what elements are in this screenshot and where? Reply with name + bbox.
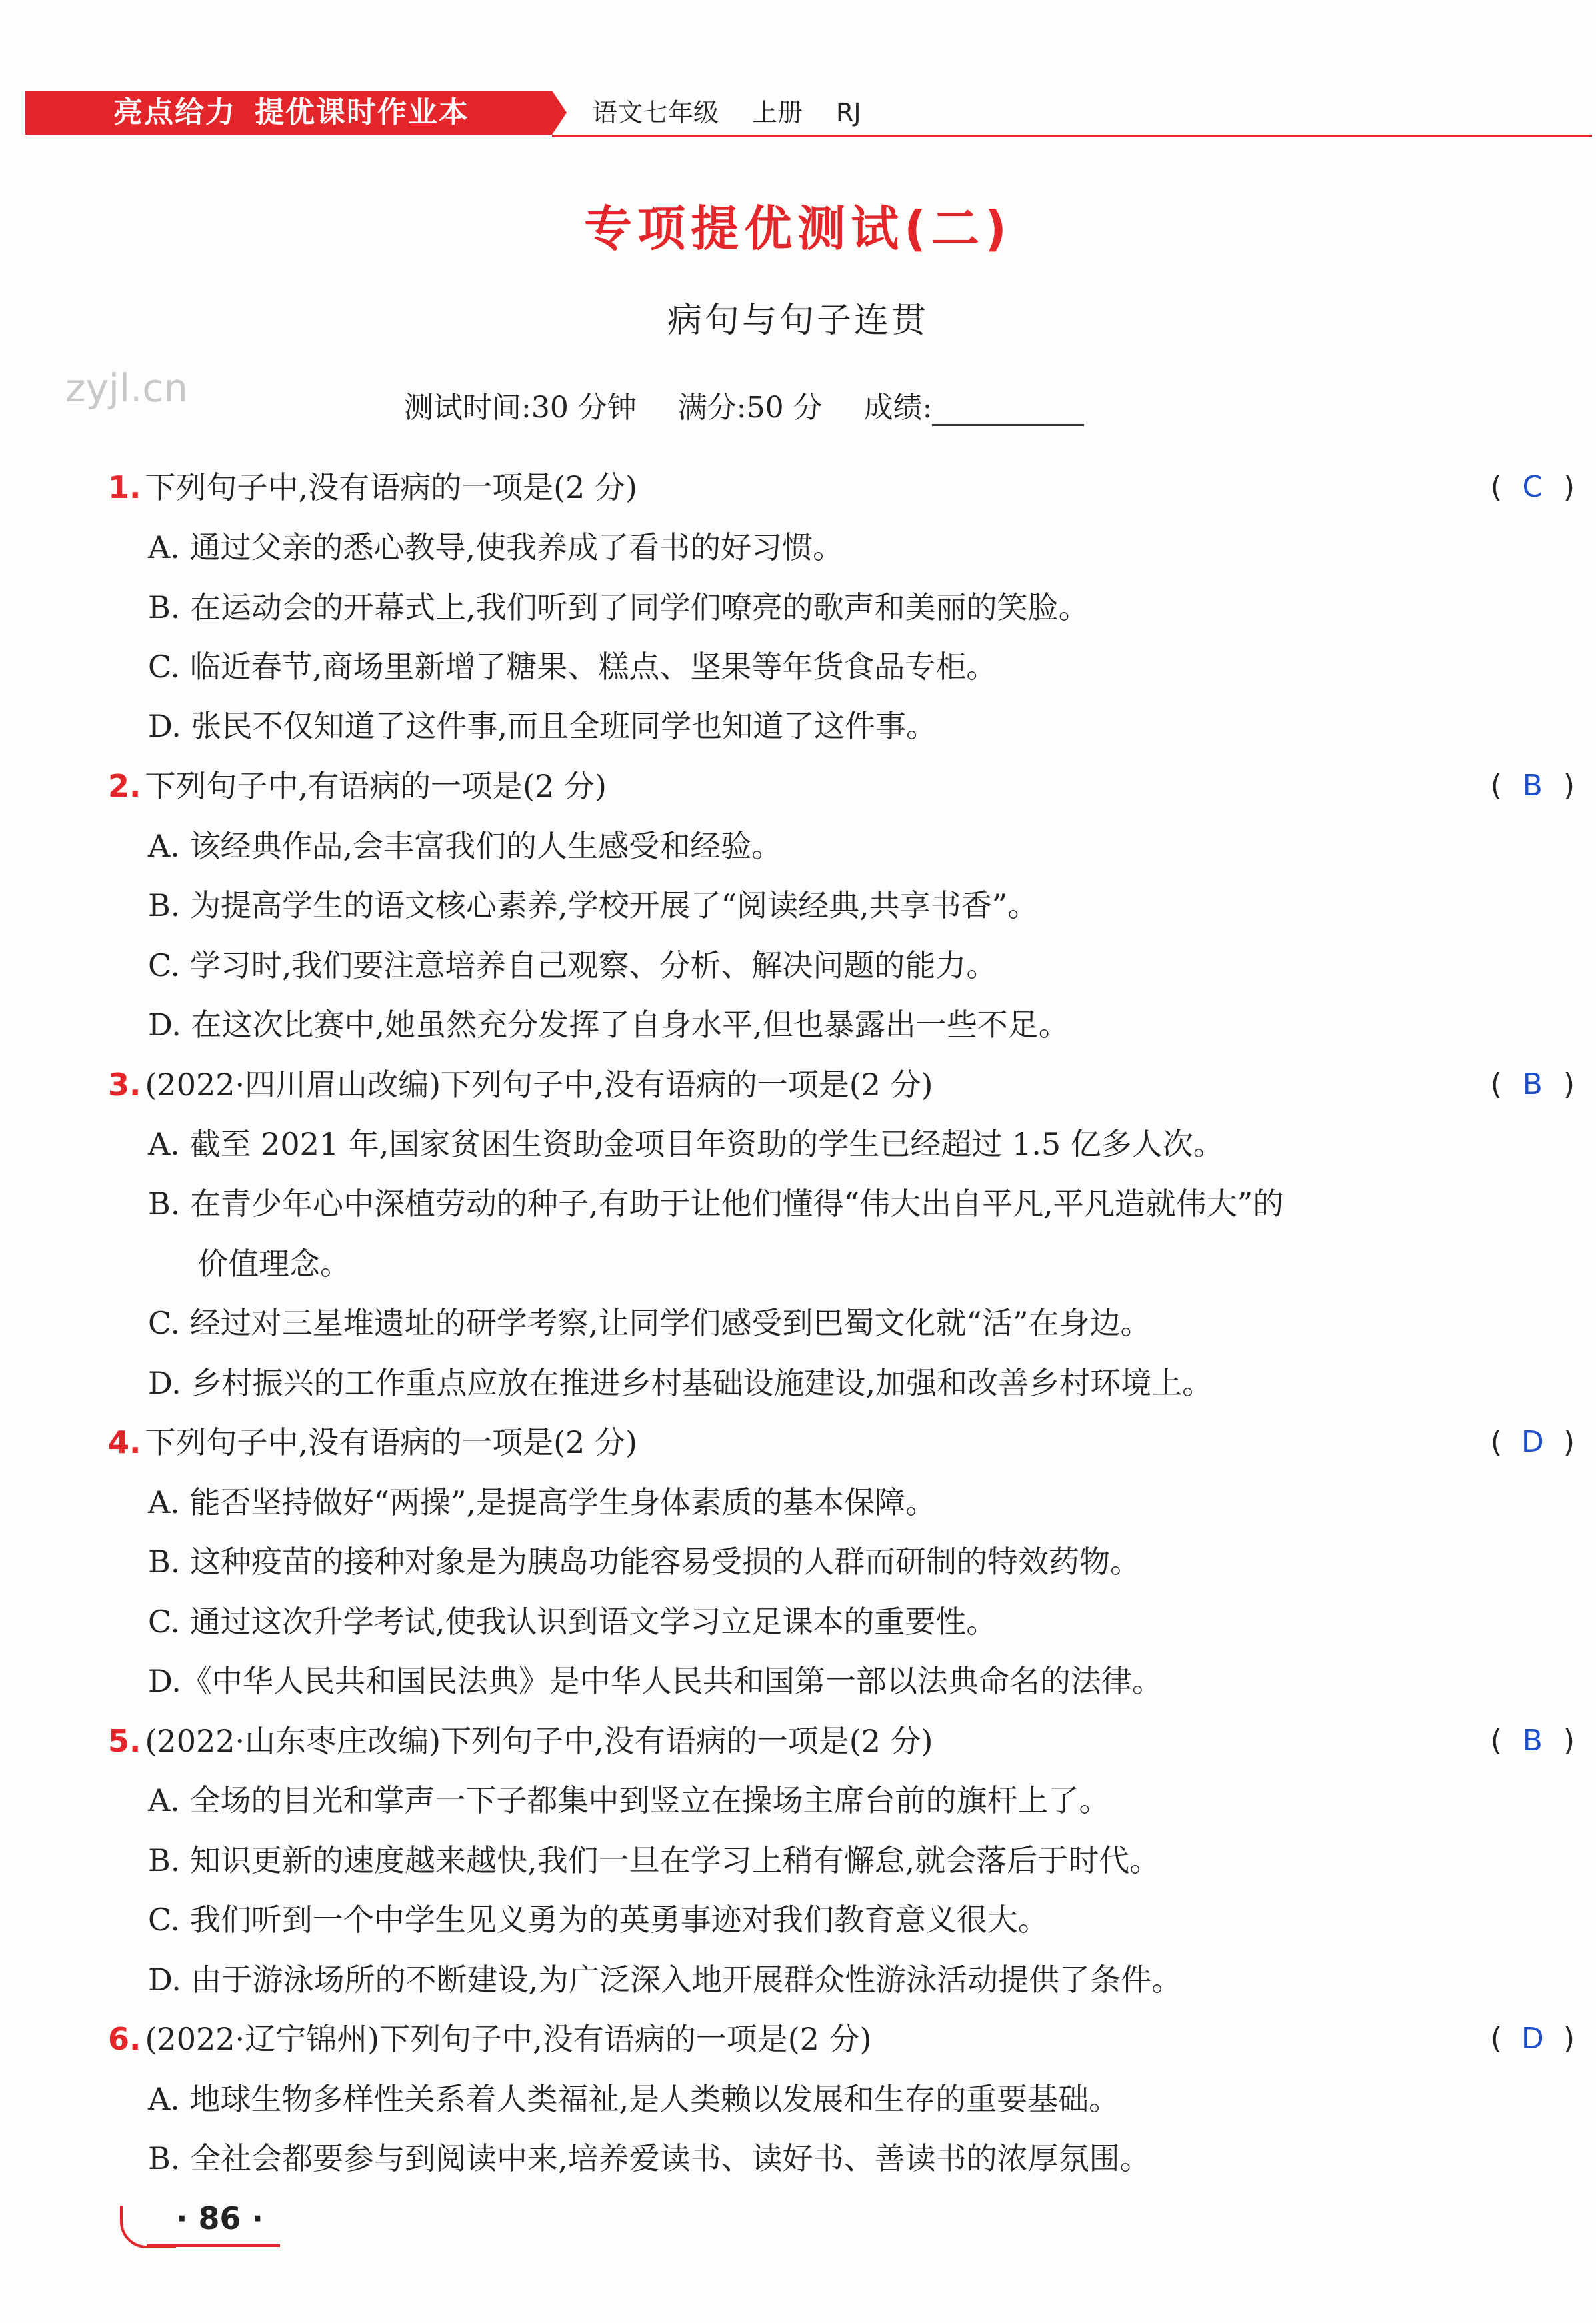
question-stem	[108, 457, 1575, 517]
option-b: B. 这种疫苗的接种对象是为胰岛功能容易受损的人群而研制的特效药物。	[148, 1544, 1141, 1580]
option-b-continued: 价值理念。	[197, 1246, 351, 1282]
question-source: (2022·辽宁锦州)	[145, 2021, 380, 2057]
option-c: C. 通过这次升学考试,使我认识到语文学习立足课本的重要性。	[148, 1604, 997, 1640]
question-number: 1.	[108, 469, 141, 505]
question-stem	[108, 1055, 1575, 1115]
answer-letter: B	[1522, 769, 1543, 803]
volume: 上册	[752, 98, 803, 127]
page-header	[25, 84, 1572, 137]
answer-letter: B	[1522, 1724, 1543, 1758]
series-name: 亮点给力	[113, 95, 236, 129]
answer-box: ( D )	[1491, 1412, 1575, 1472]
option-c: C. 我们听到一个中学生见义勇为的英勇事迹对我们教育意义很大。	[148, 1902, 1049, 1938]
option-a: A. 能否坚持做好“两操”,是提高学生身体素质的基本保障。	[148, 1484, 937, 1520]
footer-ornament	[120, 2206, 176, 2248]
question-number: 6.	[108, 2021, 141, 2057]
answer-box: ( C )	[1491, 457, 1575, 517]
answer-letter: C	[1522, 470, 1543, 504]
question-text: 下列句子中,没有语病的一项是(2 分)	[145, 469, 637, 505]
option-a: A. 截至 2021 年,国家贫困生资助金项目年资助的学生已经超过 1.5 亿多人次。	[148, 1126, 1224, 1162]
question-text: 下列句子中,有语病的一项是(2 分)	[145, 768, 607, 804]
question-number: 5.	[108, 1723, 141, 1759]
test-time: 测试时间:30 分钟	[404, 391, 637, 425]
question-text: 下列句子中,没有语病的一项是(2 分)	[441, 1723, 933, 1759]
option-a: A. 地球生物多样性关系着人类福祉,是人类赖以发展和生存的重要基础。	[148, 2081, 1120, 2117]
page-number: · 86 ·	[176, 2200, 263, 2236]
option-a: A. 通过父亲的悉心教导,使我养成了看书的好习惯。	[148, 529, 844, 565]
question-text: 下列句子中,没有语病的一项是(2 分)	[441, 1067, 933, 1103]
header-subject-line	[592, 91, 895, 135]
book-name: 提优课时作业本	[255, 95, 469, 129]
option-b: B. 在青少年心中深植劳动的种子,有助于让他们懂得“伟大出自平凡,平凡造就伟大”的	[148, 1186, 1284, 1222]
footer-rule	[147, 2244, 280, 2247]
header-banner-text	[113, 91, 469, 135]
full-score: 满分:50 分	[677, 391, 823, 425]
option-d: D. 张民不仅知道了这件事,而且全班同学也知道了这件事。	[148, 708, 937, 744]
question-stem	[108, 1711, 1575, 1771]
question-source: (2022·山东枣庄改编)	[145, 1723, 441, 1759]
edition: RJ	[836, 98, 861, 127]
page-subtitle: 病句与句子连贯	[667, 301, 929, 341]
answer-box: ( B )	[1491, 1711, 1575, 1771]
answer-letter: D	[1521, 2022, 1544, 2056]
option-b: B. 全社会都要参与到阅读中来,培养爱读书、读好书、善读书的浓厚氛围。	[148, 2140, 1151, 2176]
option-c: C. 学习时,我们要注意培养自己观察、分析、解决问题的能力。	[148, 947, 997, 983]
question-number: 4.	[108, 1424, 141, 1460]
option-d: D. 由于游泳场所的不断建设,为广泛深入地开展群众性游泳活动提供了条件。	[148, 1962, 1183, 1998]
option-d: D. 在这次比赛中,她虽然充分发挥了自身水平,但也暴露出一些不足。	[148, 1007, 1069, 1043]
option-b: B. 知识更新的速度越来越快,我们一旦在学习上稍有懈怠,就会落后于时代。	[148, 1842, 1161, 1878]
page-title: 专项提优测试(二)	[584, 201, 1012, 257]
answer-letter: D	[1521, 1425, 1544, 1459]
question-number: 3.	[108, 1067, 141, 1103]
option-c: C. 经过对三星堆遗址的研学考察,让同学们感受到巴蜀文化就“活”在身边。	[148, 1305, 1151, 1341]
question-stem	[108, 2009, 1575, 2069]
answer-box: ( B )	[1491, 1055, 1575, 1115]
option-d: D. 乡村振兴的工作重点应放在推进乡村基础设施建设,加强和改善乡村环境上。	[148, 1365, 1213, 1401]
option-a: A. 全场的目光和掌声一下子都集中到竖立在操场主席台前的旗杆上了。	[148, 1782, 1110, 1818]
subject: 语文七年级	[592, 98, 719, 127]
score-label: 成绩:	[863, 391, 933, 425]
option-d: D.《中华人民共和国民法典》是中华人民共和国第一部以法典命名的法律。	[148, 1663, 1163, 1699]
header-rule	[552, 135, 1592, 137]
option-b: B. 为提高学生的语文核心素养,学校开展了“阅读经典,共享书香”。	[148, 887, 1039, 923]
option-b: B. 在运动会的开幕式上,我们听到了同学们嘹亮的歌声和美丽的笑脸。	[148, 589, 1089, 625]
question-stem	[108, 1412, 1575, 1472]
answer-box: ( D )	[1491, 2009, 1575, 2069]
option-c: C. 临近春节,商场里新增了糖果、糕点、坚果等年货食品专柜。	[148, 649, 997, 685]
answer-letter: B	[1522, 1067, 1543, 1101]
answer-box: ( B )	[1491, 756, 1575, 816]
test-info	[404, 383, 1084, 426]
question-source: (2022·四川眉山改编)	[145, 1067, 441, 1103]
score-blank	[932, 397, 1084, 426]
option-a: A. 该经典作品,会丰富我们的人生感受和经验。	[148, 828, 783, 864]
question-text: 下列句子中,没有语病的一项是(2 分)	[145, 1424, 637, 1460]
watermark: zyjl.cn	[65, 365, 189, 411]
question-number: 2.	[108, 768, 141, 804]
question-stem	[108, 756, 1575, 816]
page-footer	[120, 2200, 280, 2260]
question-text: 下列句子中,没有语病的一项是(2 分)	[379, 2021, 872, 2057]
